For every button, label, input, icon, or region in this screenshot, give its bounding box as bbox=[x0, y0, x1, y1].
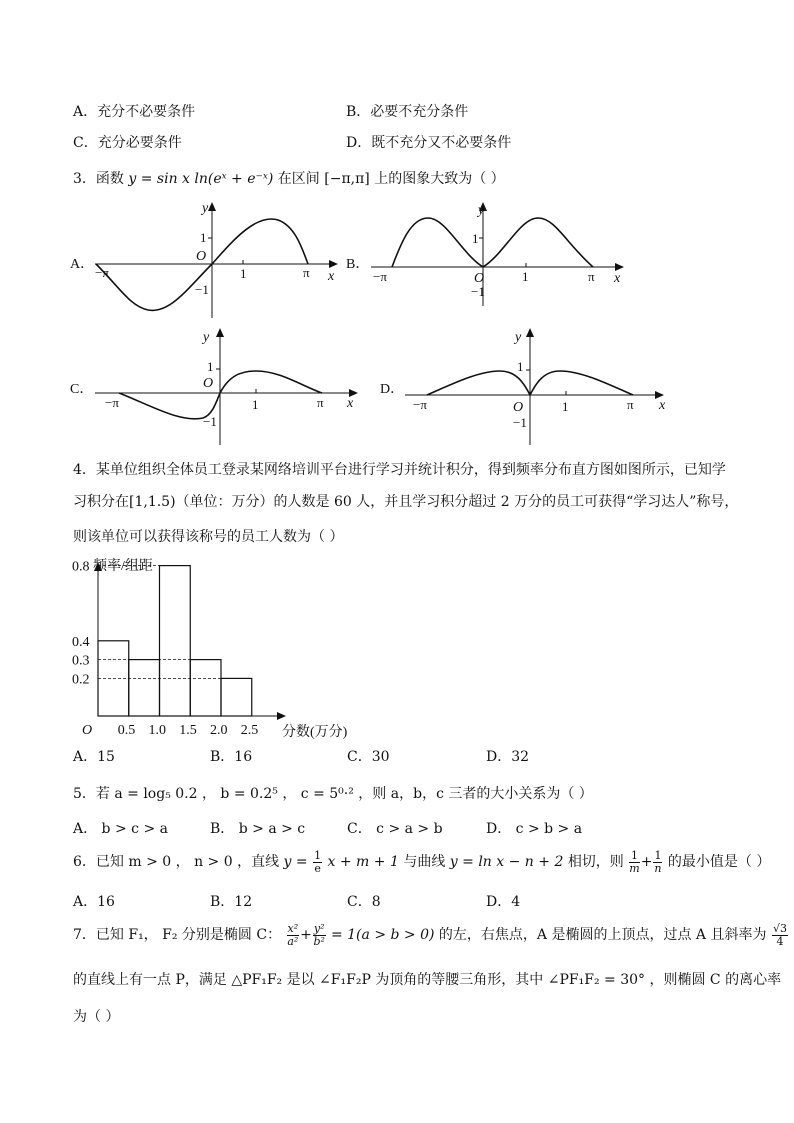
q6-frac-1-over-n bbox=[653, 850, 662, 874]
q7-line1-prefix: 7．已知 F₁， F₂ 分别是椭圆 C： bbox=[73, 927, 282, 943]
q6-option-c: C．8 bbox=[347, 894, 381, 910]
q3-interval: [−π,π] bbox=[324, 171, 370, 187]
hist-x-tick-label: 2.0 bbox=[210, 723, 228, 738]
q6-line-formula-post: x + m + 1 bbox=[327, 854, 399, 871]
graph-b-neg-pi: −π bbox=[373, 269, 387, 284]
q7-ef-num1: x² bbox=[287, 921, 299, 935]
q4-line1: 4．某单位组织全体员工登录某网络培训平台进行学习并统计积分，得到频率分布直方图如图所示，已知学 bbox=[73, 462, 726, 478]
hist-y-tick-label: 0.3 bbox=[72, 653, 90, 669]
graph-b-label: B． bbox=[346, 257, 370, 272]
q7-ef-den1: a² bbox=[287, 934, 299, 948]
q6-frac2-den: m bbox=[629, 861, 640, 875]
q6-frac1-num: 1 bbox=[314, 849, 322, 862]
graph-d-neg-pi: −π bbox=[413, 397, 427, 412]
hist-y-tick-label: 0.8 bbox=[72, 559, 90, 575]
graph-c-label: C． bbox=[70, 382, 94, 397]
graph-a-label: A． bbox=[70, 257, 95, 272]
hist-x-tick-label: 0.5 bbox=[117, 723, 136, 738]
hist-x-arrow bbox=[277, 712, 286, 720]
graph-a-origin: O bbox=[196, 249, 207, 264]
graph-b-pi: π bbox=[588, 269, 595, 284]
q6-stem-mid: 与曲线 bbox=[403, 854, 446, 871]
q7-slope-num: √3 bbox=[772, 921, 787, 935]
q4-interval: [1,1.5) bbox=[129, 494, 176, 510]
graph-a-neg-pi: −π bbox=[95, 265, 109, 280]
q7-line2: 的直线上有一点 P，满足 △PF₁F₂ 是以 ∠F₁F₂P 为顶角的等腰三角形，其中 ∠PF₁F₂ = 30° ，则椭圆 C 的离心率 bbox=[73, 972, 782, 988]
q6-frac3-num: 1 bbox=[654, 849, 662, 862]
q5-option-a: A． b > c > a bbox=[73, 821, 168, 837]
q5-option-b: B． b > a > c bbox=[210, 821, 306, 837]
q6-stem-prefix: 6．已知 m > 0 ， n > 0 ，直线 bbox=[73, 854, 280, 871]
q6-frac1-den: e bbox=[314, 861, 321, 875]
q6-stem-suffix: 的最小值是（ ） bbox=[667, 854, 771, 871]
q5-option-c: C． c > a > b bbox=[347, 821, 443, 837]
q3-graph-a bbox=[70, 198, 340, 323]
graph-a-y: y bbox=[202, 201, 209, 216]
q4-option-b: B．16 bbox=[210, 749, 253, 765]
q2-option-a: A．充分不必要条件 bbox=[73, 104, 196, 120]
q3-graph-b bbox=[346, 198, 626, 308]
q7-ef-den2: b² bbox=[313, 934, 325, 948]
graph-c-tick-neg1: −1 bbox=[203, 414, 217, 429]
graph-b-tick-1: 1 bbox=[472, 231, 479, 246]
hist-bar bbox=[160, 566, 191, 716]
graph-d-label: D． bbox=[380, 382, 405, 397]
q6-stem bbox=[73, 850, 770, 874]
q6-option-d: D．4 bbox=[486, 894, 521, 910]
hist-x-tick-label: 1.5 bbox=[179, 723, 197, 738]
q7-line3: 为（ ） bbox=[73, 1009, 120, 1025]
q3-graph-c bbox=[70, 323, 365, 448]
q7-frac-x2a2 bbox=[287, 923, 300, 947]
hist-y-tick-label: 0.2 bbox=[72, 672, 90, 688]
q6-frac2-num: 1 bbox=[630, 849, 638, 862]
graph-c-tick-1x: 1 bbox=[252, 397, 259, 412]
hist-x-tick-label: 2.5 bbox=[240, 723, 259, 738]
q3-stem-suffix: 上的图象大致为（ ） bbox=[374, 171, 505, 187]
q3-graph-d bbox=[380, 323, 670, 448]
q4-line2 bbox=[73, 495, 738, 509]
graph-a-x: x bbox=[328, 269, 335, 284]
q3-formula: y = sin x ln(eˣ + e⁻ˣ) bbox=[128, 171, 274, 187]
graph-c-origin: O bbox=[203, 376, 214, 391]
graph-d-x: x bbox=[659, 398, 666, 413]
q6-frac3-den: n bbox=[654, 861, 662, 875]
q7-ef-num2: y² bbox=[313, 921, 325, 935]
graph-c-tick-1: 1 bbox=[207, 359, 214, 374]
q3-stem-prefix: 3．函数 bbox=[73, 171, 124, 187]
q4-option-a: A．15 bbox=[73, 749, 115, 765]
graph-d-tick-1x: 1 bbox=[562, 399, 569, 414]
q6-stem-mid2: 相切，则 bbox=[567, 854, 624, 871]
hist-x-tick-label: 1.0 bbox=[148, 723, 166, 738]
q7-line1 bbox=[73, 922, 789, 948]
q6-line-formula-pre: y = bbox=[283, 854, 308, 871]
graph-d-pi: π bbox=[627, 397, 634, 412]
hist-origin-label: O bbox=[82, 723, 93, 738]
q6-frac-1-over-e bbox=[313, 850, 322, 874]
q4-option-d: D．32 bbox=[486, 749, 530, 765]
q7-ef-plus: + bbox=[300, 927, 312, 943]
graph-d-tick-neg1: −1 bbox=[513, 415, 527, 430]
q4-histogram bbox=[70, 552, 370, 742]
graph-b-tick-1x: 1 bbox=[522, 269, 529, 284]
q3-stem bbox=[73, 172, 505, 186]
q2-option-d: D．既不充分又不必要条件 bbox=[346, 135, 512, 151]
q7-line1-mid: 的左，右焦点，A 是椭圆的上顶点，过点 A 且斜率为 bbox=[438, 927, 767, 943]
hist-bar bbox=[190, 660, 221, 716]
graph-c-neg-pi: −π bbox=[105, 395, 119, 410]
graph-a-tick-1: 1 bbox=[200, 230, 207, 245]
q5-option-d: D． c > b > a bbox=[486, 821, 583, 837]
hist-y-axis-label: 频率/组距 bbox=[93, 559, 153, 574]
q4-line3: 则该单位可以获得该称号的员工人数为（ ） bbox=[73, 529, 344, 545]
q7-frac-slope bbox=[772, 923, 788, 947]
graph-a-tick-1x: 1 bbox=[240, 266, 247, 281]
q6-option-b: B．12 bbox=[210, 894, 253, 910]
graph-b-origin: O bbox=[474, 271, 485, 286]
q6-plus: + bbox=[640, 854, 653, 871]
graph-b-y: y bbox=[478, 203, 485, 218]
graph-a-tick-neg1: −1 bbox=[195, 282, 209, 297]
graph-d-tick-1: 1 bbox=[517, 359, 524, 374]
q2-option-b: B．必要不充分条件 bbox=[346, 104, 469, 120]
graph-a-pi: π bbox=[303, 265, 310, 280]
graph-c-pi: π bbox=[317, 395, 324, 410]
q6-curve-formula: y = ln x − n + 2 bbox=[449, 854, 564, 871]
q6-frac-1-over-m bbox=[629, 850, 639, 874]
hist-x-axis-label: 分数(万分) bbox=[282, 725, 348, 740]
graph-d-y: y bbox=[515, 330, 522, 345]
q7-slope-den: 4 bbox=[776, 934, 784, 948]
q3-stem-mid: 在区间 bbox=[277, 171, 320, 187]
hist-y-tick-label: 0.4 bbox=[72, 634, 90, 650]
graph-d-origin: O bbox=[513, 400, 524, 415]
graph-b-x: x bbox=[614, 271, 621, 286]
q7-frac-y2b2 bbox=[313, 923, 326, 947]
q6-option-a: A．16 bbox=[73, 894, 115, 910]
q2-option-c: C．充分必要条件 bbox=[73, 135, 182, 151]
hist-bar bbox=[221, 678, 252, 716]
q4-line2-suffix: （单位：万分）的人数是 60 人，并且学习积分超过 2 万分的员工可获得“学习达人”称号， bbox=[175, 494, 739, 510]
q5-stem: 5．若 a = log₅ 0.2 ， b = 0.2⁵ ， c = 5⁰·² ，则 a，b，c 三者的大小关系为（ ） bbox=[73, 786, 593, 802]
graph-c-y: y bbox=[203, 330, 210, 345]
graph-c-x: x bbox=[347, 396, 354, 411]
hist-bar bbox=[129, 660, 160, 716]
q4-option-c: C．30 bbox=[347, 749, 390, 765]
q7-ef-rest: = 1(a > b > 0) bbox=[330, 927, 435, 943]
q4-line2-prefix: 习积分在 bbox=[73, 494, 129, 510]
graph-b-tick-neg1: −1 bbox=[471, 284, 485, 299]
